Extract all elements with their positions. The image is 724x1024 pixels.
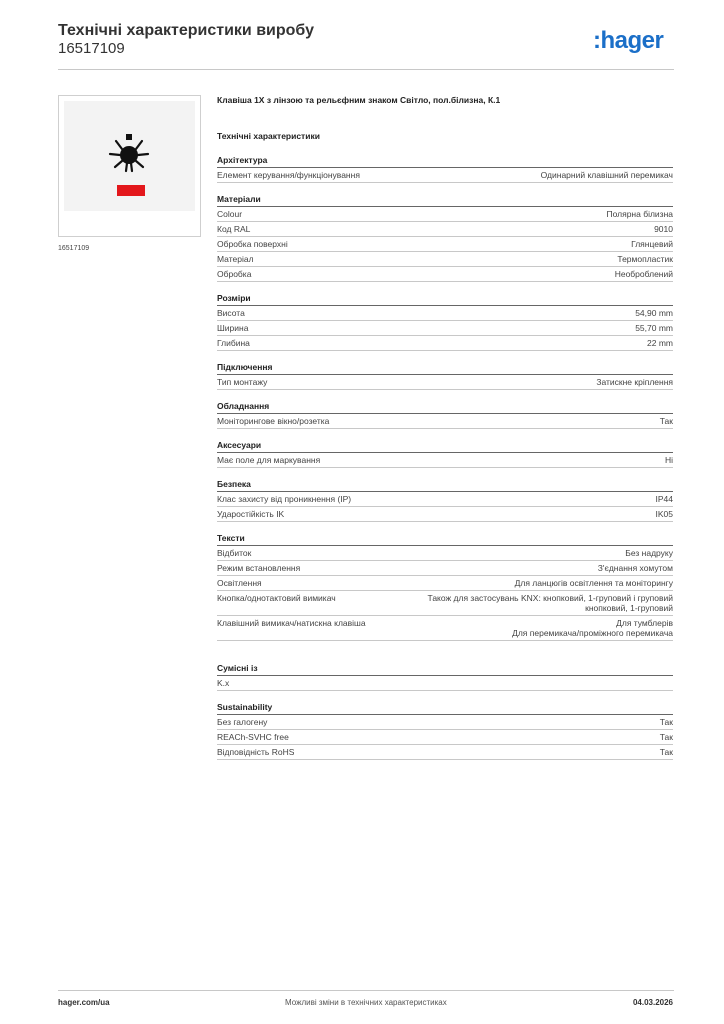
spec-row bbox=[217, 715, 673, 730]
spec-row bbox=[217, 676, 673, 691]
product-image-background bbox=[64, 101, 195, 211]
spec-value: Для ланцюгів освітлення та моніторингу bbox=[514, 578, 673, 588]
spec-label: Відбиток bbox=[217, 548, 252, 558]
section-heading: Архітектура bbox=[217, 155, 673, 168]
spec-value: IK05 bbox=[655, 509, 673, 519]
spec-row bbox=[217, 336, 673, 351]
spec-section bbox=[217, 155, 673, 183]
spec-section bbox=[217, 440, 673, 468]
spec-label: K.x bbox=[217, 678, 230, 688]
spec-value: IP44 bbox=[655, 494, 673, 504]
section-heading: Тексти bbox=[217, 533, 673, 546]
spec-value: Без надруку bbox=[625, 548, 673, 558]
spec-row bbox=[217, 591, 673, 616]
page-title: Технічні характеристики виробу bbox=[58, 22, 314, 39]
spec-row bbox=[217, 546, 673, 561]
footer-disclaimer: Можливі зміни в технічних характеристиках bbox=[285, 998, 447, 1007]
spec-label: Висота bbox=[217, 308, 245, 318]
spec-row bbox=[217, 492, 673, 507]
section-heading: Sustainability bbox=[217, 702, 673, 715]
section-heading: Аксесуари bbox=[217, 440, 673, 453]
footer-website: hager.com/ua bbox=[58, 998, 110, 1007]
spec-section bbox=[217, 401, 673, 429]
section-heading: Обладнання bbox=[217, 401, 673, 414]
spec-section bbox=[217, 194, 673, 282]
spec-value: Глянцевий bbox=[631, 239, 673, 249]
spec-row bbox=[217, 267, 673, 282]
spec-row bbox=[217, 453, 673, 468]
spec-row bbox=[217, 375, 673, 390]
section-heading: Матеріали bbox=[217, 194, 673, 207]
spec-label: Без галогену bbox=[217, 717, 268, 727]
spec-value: Так bbox=[659, 732, 673, 742]
spec-row bbox=[217, 222, 673, 237]
spec-value: Ні bbox=[664, 455, 673, 465]
spec-label: Має поле для маркування bbox=[217, 455, 321, 465]
spec-section bbox=[217, 479, 673, 522]
footer-divider bbox=[58, 990, 674, 991]
spec-value: Так bbox=[659, 416, 673, 426]
spec-content bbox=[217, 95, 673, 771]
spec-value: Так bbox=[659, 747, 673, 757]
spec-section bbox=[217, 362, 673, 390]
spec-value: Також для застосувань KNX: кнопковий, 1-груповий і груповий кнопковий, 1-груповий bbox=[427, 593, 673, 613]
spec-label: Тип монтажу bbox=[217, 377, 268, 387]
spec-row bbox=[217, 507, 673, 522]
spec-label: Глибина bbox=[217, 338, 250, 348]
spec-label: Освітлення bbox=[217, 578, 262, 588]
spec-label: Кнопка/однотактовий вимикач bbox=[217, 593, 336, 603]
spec-label: Режим встановлення bbox=[217, 563, 301, 573]
section-heading: Підключення bbox=[217, 362, 673, 375]
spec-section bbox=[217, 663, 673, 691]
thumbnail-code: 16517109 bbox=[58, 245, 90, 252]
spec-label: REACh-SVHC free bbox=[217, 732, 289, 742]
spec-row bbox=[217, 576, 673, 591]
hager-logo: :hager bbox=[593, 27, 664, 54]
spec-row bbox=[217, 745, 673, 760]
spec-label: Елемент керування/функціонування bbox=[217, 170, 360, 180]
spec-sections bbox=[217, 155, 673, 760]
red-indicator-lens bbox=[117, 185, 145, 196]
spec-value: 55,70 mm bbox=[635, 323, 673, 333]
spec-label: Обробка bbox=[217, 269, 252, 279]
spec-row bbox=[217, 237, 673, 252]
footer-date: 04.03.2026 bbox=[632, 998, 673, 1007]
spec-section bbox=[217, 533, 673, 641]
spec-value: 54,90 mm bbox=[635, 308, 673, 318]
spec-value: 9010 bbox=[654, 224, 673, 234]
light-symbol-icon bbox=[64, 101, 195, 211]
spec-label: Відповідність RoHS bbox=[217, 747, 295, 757]
spec-label: Код RAL bbox=[217, 224, 251, 234]
spec-value: Необроблений bbox=[614, 269, 673, 279]
spec-label: Клас захисту від проникнення (IP) bbox=[217, 494, 352, 504]
spec-value: Полярна білизна bbox=[606, 209, 673, 219]
spec-value: 22 mm bbox=[647, 338, 673, 348]
spec-value: Так bbox=[659, 717, 673, 727]
spec-label: Colour bbox=[217, 209, 243, 219]
spec-label: Обробка поверхні bbox=[217, 239, 288, 249]
spec-value: Одинарний клавішний перемикач bbox=[540, 170, 673, 180]
section-heading: Розміри bbox=[217, 293, 673, 306]
spec-row bbox=[217, 168, 673, 183]
spec-label: Ширина bbox=[217, 323, 249, 333]
spec-row bbox=[217, 414, 673, 429]
spec-label: Моніторингове вікно/розетка bbox=[217, 416, 330, 426]
spec-label: Ударостійкість IK bbox=[217, 509, 285, 519]
spec-value: Для тумблерів Для перемикача/проміжного перемикача bbox=[512, 618, 673, 638]
product-title: Клавіша 1Х з лінзою та рельєфним знаком Світло, пол.білизна, К.1 bbox=[217, 95, 501, 105]
tech-title: Технічні характеристики bbox=[217, 131, 320, 141]
spec-row bbox=[217, 616, 673, 641]
spec-row bbox=[217, 306, 673, 321]
product-code: 16517109 bbox=[58, 40, 125, 57]
spec-row bbox=[217, 321, 673, 336]
spec-label: Клавішний вимикач/натискна клавіша bbox=[217, 618, 366, 628]
spec-section bbox=[217, 702, 673, 760]
header-divider bbox=[58, 69, 674, 70]
spec-label: Матеріал bbox=[217, 254, 254, 264]
spec-row bbox=[217, 561, 673, 576]
spec-row bbox=[217, 207, 673, 222]
spec-row bbox=[217, 730, 673, 745]
section-heading: Сумісні із bbox=[217, 663, 673, 676]
section-heading: Безпека bbox=[217, 479, 673, 492]
spec-value: З'єднання хомутом bbox=[597, 563, 673, 573]
spec-value: Термопластик bbox=[617, 254, 673, 264]
product-image bbox=[58, 95, 201, 237]
spec-section bbox=[217, 293, 673, 351]
spec-value: Затискне кріплення bbox=[596, 377, 673, 387]
spec-row bbox=[217, 252, 673, 267]
